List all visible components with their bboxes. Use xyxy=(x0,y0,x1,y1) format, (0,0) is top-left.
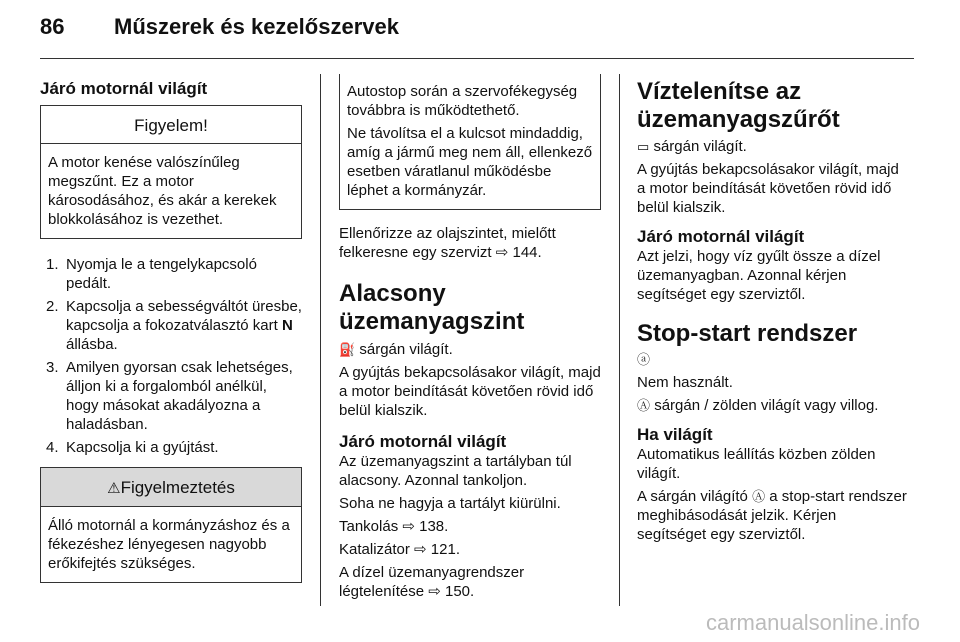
paragraph: ⛽ sárgán világít. xyxy=(339,341,453,358)
list-item: 1. Nyomja le a tengelykapcsoló pedált. xyxy=(46,256,257,292)
page-ref-icon: ⇨ xyxy=(428,583,441,600)
paragraph: Soha ne hagyja a tartályt kiürülni. xyxy=(339,495,561,512)
column-3 xyxy=(637,78,907,548)
paragraph: Azt jelzi, hogy víz gyűlt össze a dízel üzemanyagban. Azonnal kérjen segítséget egy szerviztől. xyxy=(637,248,881,303)
warning-text: Álló motornál a kormányzáshoz és a fékezéshez lényegesen nagyobb erőkifejtés szükséges. xyxy=(48,517,290,572)
paragraph: Ⓐ sárgán / zölden világít vagy villog. xyxy=(637,397,879,414)
list-item: 3. Amilyen gyorsan csak lehetséges, álljon ki a forgalomból anélkül, hogy másokat akadályozna a haladásban. xyxy=(46,359,293,433)
paragraph xyxy=(637,350,907,369)
fuel-pump-icon: ⛽ xyxy=(339,342,356,357)
paragraph: A dízel üzemanyagrendszer légtelenítése ⇨ 150. xyxy=(339,564,525,600)
section-heading: Alacsony üzemanyagszint xyxy=(339,280,525,335)
list-item: 2. Kapcsolja a sebességváltót üresbe, kapcsolja a fokozatválasztó kart N állásba. xyxy=(46,298,302,353)
warning-triangle-icon: ⚠ xyxy=(107,480,121,497)
column-1 xyxy=(40,78,302,595)
warning-title: ⚠Figyelmeztetés xyxy=(41,468,301,507)
column-divider-1 xyxy=(320,74,321,606)
sub-heading: Járó motornál világít xyxy=(339,432,507,451)
list-item: 4. Kapcsolja ki a gyújtást. xyxy=(46,439,219,456)
page-title: Műszerek és kezelőszervek xyxy=(114,14,399,39)
paragraph: A gyújtás bekapcsolásakor világít, majd a motor beindítását követően rövid idő belül kialszik. xyxy=(637,161,899,216)
paragraph: Az üzemanyagszint a tartályban túl alacsony. Azonnal tankoljon. xyxy=(339,453,572,489)
sub-heading: Ha világít xyxy=(637,425,713,444)
notice-text: A motor kenése valószínűleg megszűnt. Ez a motor károsodásához, és akár a kerekek blokkolásához is vezethet. xyxy=(48,154,277,228)
column-divider-2 xyxy=(619,74,620,606)
page-ref-icon: ⇨ xyxy=(495,244,509,261)
notice-title: Figyelem! xyxy=(41,106,301,144)
box-paragraph: Ne távolítsa el a kulcsot mindaddig, amíg a jármű meg nem áll, ellenkező esetben váratlanul működésbe léphet a kormányzár. xyxy=(347,125,593,199)
paragraph: Ellenőrizze az olajszintet, mielőtt felkeresne egy szervizt ⇨ 144. xyxy=(339,225,556,261)
section-heading: Stop-start rendszer xyxy=(637,320,858,347)
paragraph: A sárgán világító Ⓐ a stop-start rendszer meghibásodását jelzik. Kérjen segítséget egy szerviztől. xyxy=(637,488,907,543)
box-paragraph: Autostop során a szervofékegység továbbra is működtethető. xyxy=(347,83,578,119)
page-header xyxy=(40,14,399,40)
page-ref-icon: ⇨ xyxy=(402,518,415,535)
paragraph: Tankolás ⇨ 138. xyxy=(339,518,449,535)
section-heading: Járó motornál világít xyxy=(40,79,208,98)
warning-box xyxy=(40,467,302,583)
column-2 xyxy=(339,74,601,605)
paragraph: Automatikus leállítás közben zölden világít. xyxy=(637,446,876,482)
page-number: 86 xyxy=(40,14,65,39)
watermark: carmanualsonline.info xyxy=(705,610,920,635)
paragraph: A gyújtás bekapcsolásakor világít, majd a motor beindítását követően rövid idő belül kialszik. xyxy=(339,364,601,419)
sub-heading: Járó motornál világít xyxy=(637,227,805,246)
page-ref-icon: ⇨ xyxy=(414,541,427,558)
paragraph: ▭ sárgán világít. xyxy=(637,138,747,155)
steps-list xyxy=(40,255,302,457)
header-rule xyxy=(40,58,914,59)
paragraph: Nem használt. xyxy=(637,374,733,391)
autostop-icon: Ⓐ xyxy=(637,398,651,413)
water-in-fuel-icon: ▭ xyxy=(637,139,650,154)
autostop-off-icon: ⓐ xyxy=(637,352,651,367)
notice-box xyxy=(40,105,302,239)
section-heading: Víztelenítse az üzemanyagszűrőt xyxy=(637,78,840,133)
autostop-icon: Ⓐ xyxy=(752,489,766,504)
continued-warning-box xyxy=(339,74,601,210)
paragraph: Katalizátor ⇨ 121. xyxy=(339,541,460,558)
